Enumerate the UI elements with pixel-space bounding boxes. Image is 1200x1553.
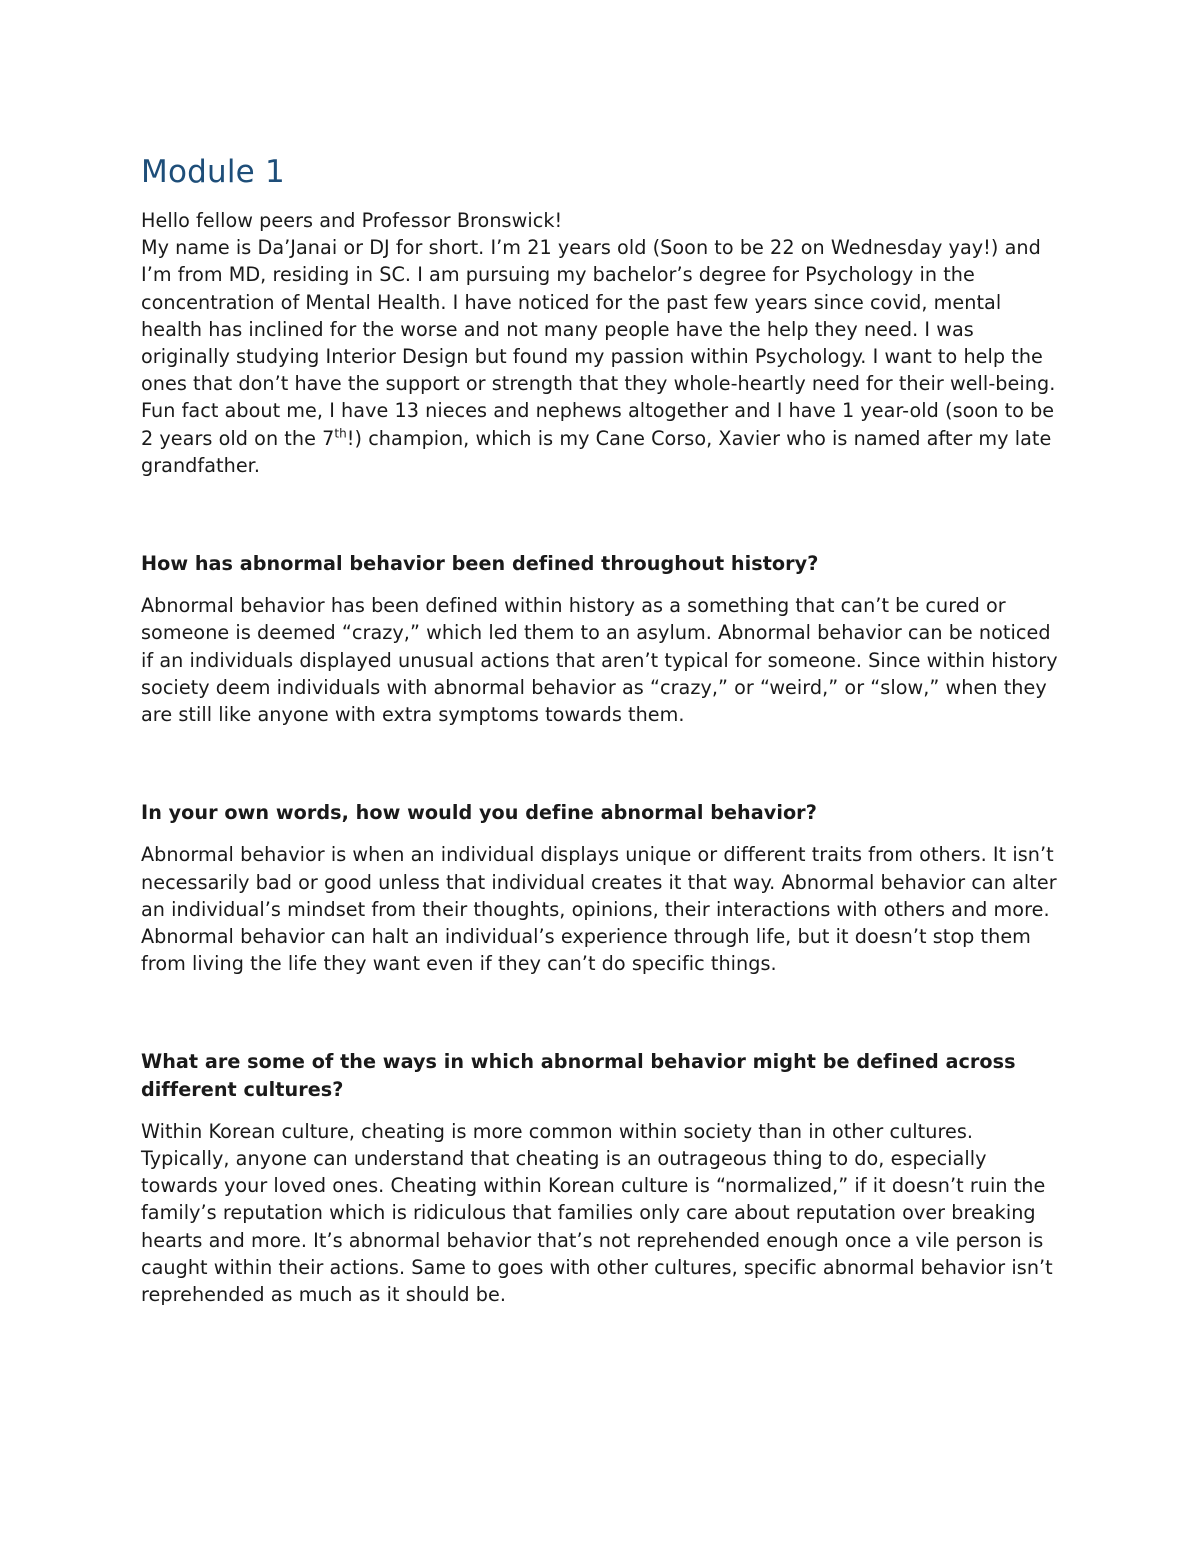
question-heading: In your own words, how would you define abnormal behavior?: [141, 801, 817, 825]
answer-paragraph: Abnormal behavior is when an individual displays unique or different traits from others. It isn’t necessarily bad or good unless that individual creates it that way. Abnormal behavior can alter an individual’s mindset from their thoughts, opinions, their interactions with others and more. Abnormal behavior can halt an individual’s experience through life, but it doesn’t stop them from living the life they want even if they can’t do specific things.: [141, 843, 1057, 976]
question-heading: What are some of the ways in which abnormal behavior might be defined across different cultures?: [141, 1050, 1016, 1101]
document-title: Module 1: [141, 154, 285, 190]
intro-paragraph: [141, 234, 1061, 479]
intro-greeting: Hello fellow peers and Professor Bronswick!: [141, 209, 563, 232]
answer-paragraph: Within Korean culture, cheating is more common within society than in other cultures. Typically, anyone can understand that cheating is an outrageous thing to do, especially towards your loved ones. Cheating within Korean culture is “normalized,” if it doesn’t ruin the family’s reputation which is ridiculous that families only care about reputation over breaking hearts and more. It’s abnormal behavior that’s not reprehended enough once a vile person is caught within their actions. Same to goes with other cultures, specific abnormal behavior isn’t reprehended as much as it should be.: [141, 1119, 1053, 1307]
intro-text-part-1: My name is Da’Janai or DJ for short. I’m 21 years old (Soon to be 22 on Wednesday yay!) and I’m from MD, residing in SC. I am pursuing my bachelor’s degree for Psychology in the concentration of Mental Health. I have noticed for the past few years since covid, mental health has inclined for the worse and not many people have the help they need. I was originally studying Interior Design but found my passion within Psychology. I want to help the ones that don’t have the support or strength that they whole-heartly need for their well-being. Fun fact about me, I have 13 nieces and nephews altogether and I have 1 year-old (soon to be 2 years old on the 7: [141, 236, 1056, 450]
ordinal-superscript: th: [334, 426, 347, 441]
document-page: [141, 150, 1061, 1308]
intro-text-part-2: !) champion, which is my Cane Corso, Xavier who is named after my late grandfather.: [141, 426, 1052, 477]
answer-paragraph: Abnormal behavior has been defined within history as a something that can’t be cured or someone is deemed “crazy,” which led them to an asylum. Abnormal behavior can be noticed if an individuals displayed unusual actions that aren’t typical for someone. Since within history society deem individuals with abnormal behavior as “crazy,” or “weird,” or “slow,” when they are still like anyone with extra symptoms towards them.: [141, 594, 1058, 727]
question-heading: How has abnormal behavior been defined throughout history?: [141, 552, 819, 576]
